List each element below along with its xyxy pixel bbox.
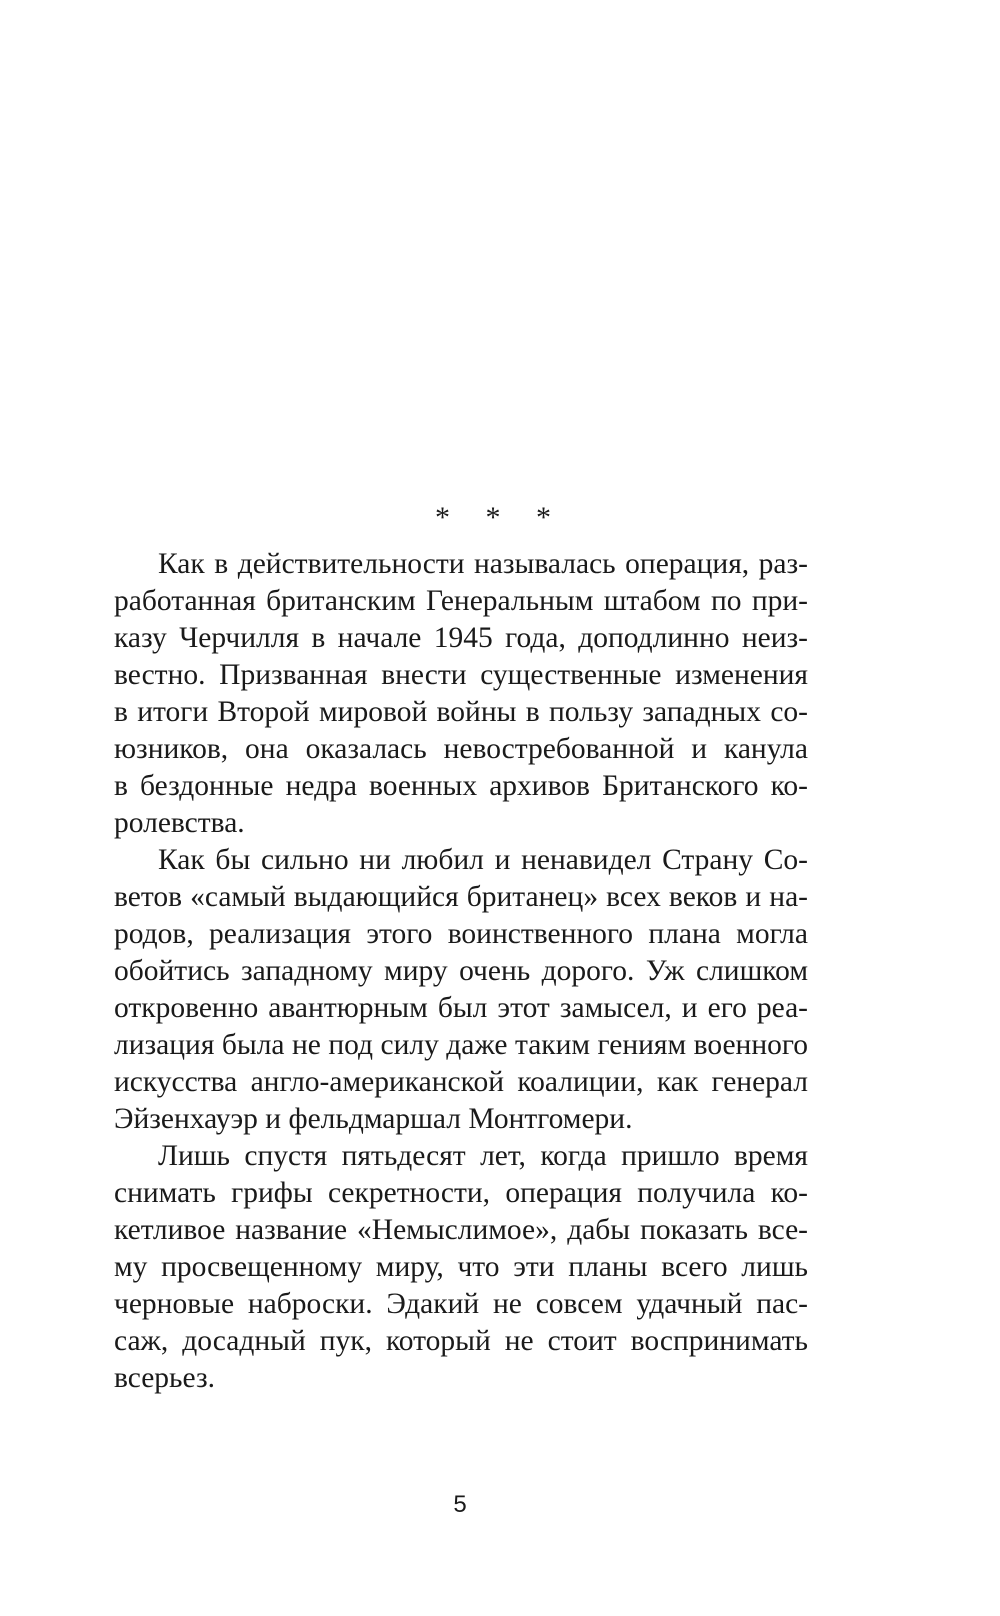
- text-line: всерьез.: [114, 1362, 215, 1394]
- body-text: [114, 546, 808, 1397]
- section-separator: * * *: [435, 501, 565, 534]
- text-line: юзников, она оказалась невостребованной и канула: [114, 733, 808, 765]
- text-line: Лишь спустя пятьдесят лет, когда пришло время: [158, 1140, 808, 1172]
- text-line: искусства англо-американской коалиции, как генерал: [114, 1066, 808, 1098]
- page-number: 5: [453, 1491, 467, 1518]
- text-line: ролевства.: [114, 807, 245, 839]
- text-line: снимать грифы секретности, операция получила ко-: [114, 1177, 808, 1209]
- text-line: саж, досадный пук, который не стоит воспринимать: [114, 1325, 808, 1357]
- text-line: родов, реализация этого воинственного плана могла: [114, 918, 808, 950]
- text-line: черновые наброски. Эдакий не совсем удачный пас-: [114, 1288, 808, 1320]
- text-line: в итоги Второй мировой войны в пользу западных со-: [114, 696, 808, 728]
- text-line: обойтись западному миру очень дорого. Уж слишком: [114, 955, 808, 987]
- text-line: казу Черчилля в начале 1945 года, доподлинно неиз-: [114, 622, 808, 654]
- text-line: ветов «самый выдающийся британец» всех веков и на-: [114, 881, 808, 913]
- text-line: му просвещенному миру, что эти планы всего лишь: [114, 1251, 808, 1283]
- text-line: Как бы сильно ни любил и ненавидел Страну Со-: [158, 844, 808, 876]
- text-line: Эйзенхауэр и фельдмаршал Монтгомери.: [114, 1103, 633, 1135]
- text-line: вестно. Призванная внести существенные изменения: [114, 659, 808, 691]
- text-line: кетливое название «Немыслимое», дабы показать все-: [114, 1214, 808, 1246]
- text-line: работанная британским Генеральным штабом по при-: [114, 585, 808, 617]
- text-line: откровенно авантюрным был этот замысел, и его реа-: [114, 992, 808, 1024]
- text-line: лизация была не под силу даже таким гениям военного: [114, 1029, 808, 1061]
- text-line: Как в действительности называлась операция, раз-: [158, 548, 808, 580]
- text-line: в бездонные недра военных архивов Британского ко-: [114, 770, 808, 802]
